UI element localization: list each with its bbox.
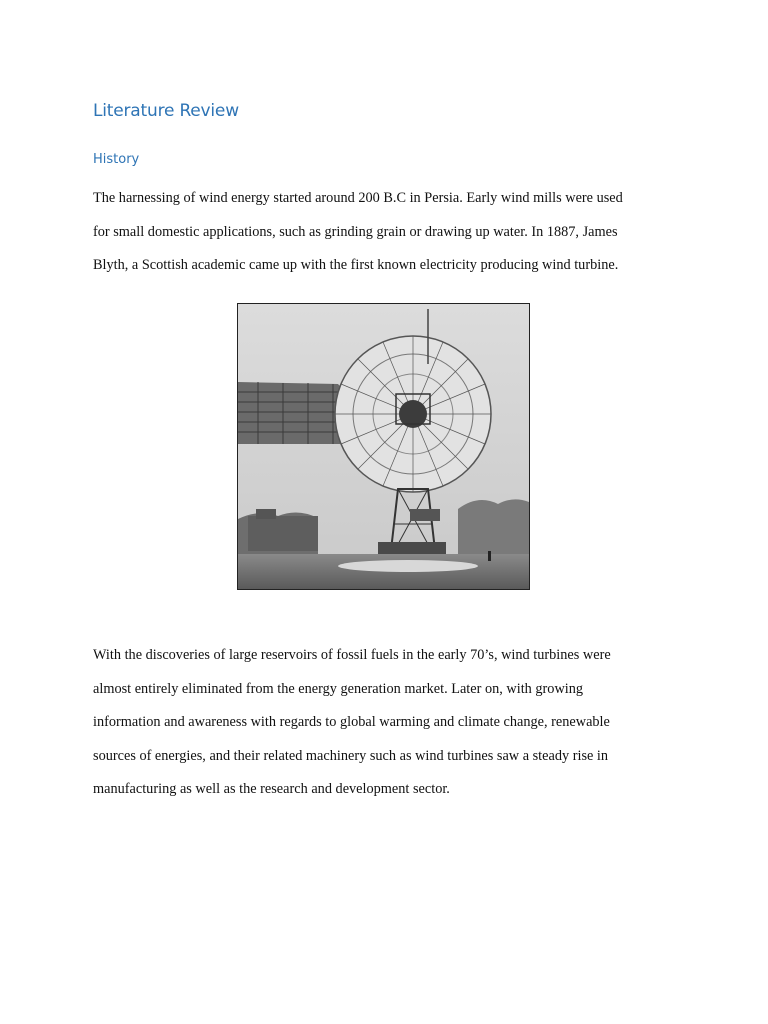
paragraph-body <box>93 647 693 815</box>
paragraph-line: With the discoveries of large reservoirs of fossil fuels in the early 70’s, wind turbines were <box>93 647 611 663</box>
section-heading: History <box>93 152 140 167</box>
paragraph-line: sources of energies, and their related machinery such as wind turbines saw a steady rise in <box>93 747 609 764</box>
paragraph-line: Blyth, a Scottish academic came up with the first known electricity producing wind turbine. <box>93 257 619 273</box>
paragraph-line: for small domestic applications, such as grinding grain or drawing up water. In 1887, James <box>93 223 618 240</box>
windmill-photo <box>237 303 530 590</box>
paragraph-line: information and awareness with regards to global warming and climate change, renewable <box>93 714 610 730</box>
page-title: Literature Review <box>93 101 239 121</box>
paragraph-line: manufacturing as well as the research and development sector. <box>93 781 450 797</box>
paragraph-line: almost entirely eliminated from the energy generation market. Later on, with growing <box>93 680 584 697</box>
paragraph-intro <box>93 190 693 291</box>
paragraph-line: The harnessing of wind energy started around 200 B.C in Persia. Early wind mills were used <box>93 190 623 206</box>
